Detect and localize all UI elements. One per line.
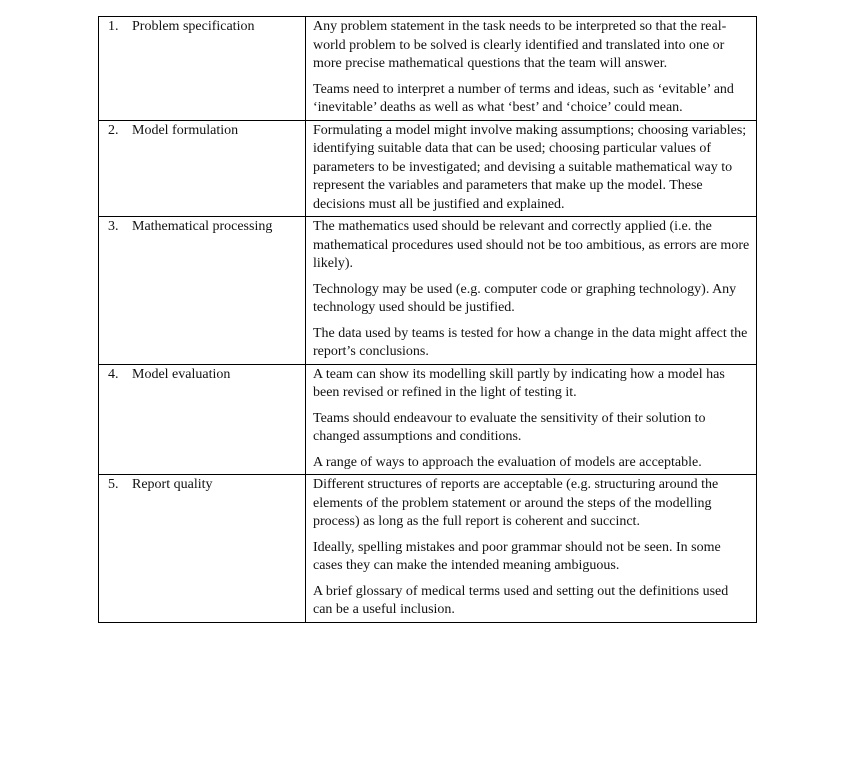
description-paragraph: The mathematics used should be relevant and correctly applied (i.e. the mathematical procedures used should not be too ambitious, as errors are more likely). xyxy=(313,219,750,271)
criterion-cell xyxy=(99,120,306,217)
description-paragraph: The data used by teams is tested for how a change in the data might affect the report’s conclusions. xyxy=(313,325,748,359)
criterion-name: Model evaluation xyxy=(132,366,231,382)
criterion-description xyxy=(306,17,757,121)
table-row xyxy=(99,120,757,217)
criterion-cell xyxy=(99,217,306,365)
criterion-cell xyxy=(99,364,306,475)
criterion-name: Model formulation xyxy=(132,122,239,138)
description-paragraph: A team can show its modelling skill partly by indicating how a model has been revised or refined in the light of testing it. xyxy=(313,366,725,400)
description-paragraph: A range of ways to approach the evaluation of models are acceptable. xyxy=(313,454,702,470)
table-row xyxy=(99,17,757,121)
description-paragraph: Teams need to interpret a number of terms and ideas, such as ‘evitable’ and ‘inevitable’ deaths as well as what ‘best’ and ‘choice’ could mean. xyxy=(313,81,734,115)
criterion-name: Problem specification xyxy=(132,19,255,34)
description-paragraph: Technology may be used (e.g. computer code or graphing technology). Any technology used should be justified. xyxy=(313,281,737,315)
table-row xyxy=(99,364,757,475)
table-row xyxy=(99,217,757,365)
table-row xyxy=(99,475,757,623)
criterion-number: 1. xyxy=(108,19,119,34)
criterion-description xyxy=(306,475,757,623)
criterion-number: 4. xyxy=(108,366,119,382)
criterion-cell xyxy=(99,475,306,623)
description-paragraph: Ideally, spelling mistakes and poor grammar should not be seen. In some cases they can make the intended meaning ambiguous. xyxy=(313,539,721,573)
criterion-number: 3. xyxy=(108,219,119,234)
criterion-number: 5. xyxy=(108,477,119,492)
description-paragraph: Any problem statement in the task needs to be interpreted so that the real-world problem to be solved is clearly identified and translated into one or more precise mathematical questions that the team will answer. xyxy=(313,19,727,71)
description-paragraph: A brief glossary of medical terms used and setting out the definitions used can be a useful inclusion. xyxy=(313,583,729,617)
assessment-criteria-table xyxy=(98,16,757,623)
criterion-description xyxy=(306,120,757,217)
description-paragraph: Teams should endeavour to evaluate the sensitivity of their solution to changed assumptions and conditions. xyxy=(313,410,706,444)
criterion-number: 2. xyxy=(108,122,119,138)
description-paragraph: Different structures of reports are acceptable (e.g. structuring around the elements of the problem statement or around the steps of the modelling process) as long as the full report is coherent and succinct. xyxy=(313,477,719,529)
criterion-description xyxy=(306,217,757,365)
criterion-description xyxy=(306,364,757,475)
description-paragraph: Formulating a model might involve making assumptions; choosing variables; identifying suitable data that can be used; choosing particular values of parameters to be investigated; and devising a suitable mathematical way to represent the variables and parameters that make up the model. These decisions must all be justified and explained. xyxy=(313,122,747,212)
criterion-cell xyxy=(99,17,306,121)
criterion-name: Report quality xyxy=(132,477,213,492)
criterion-name: Mathematical processing xyxy=(132,219,273,234)
